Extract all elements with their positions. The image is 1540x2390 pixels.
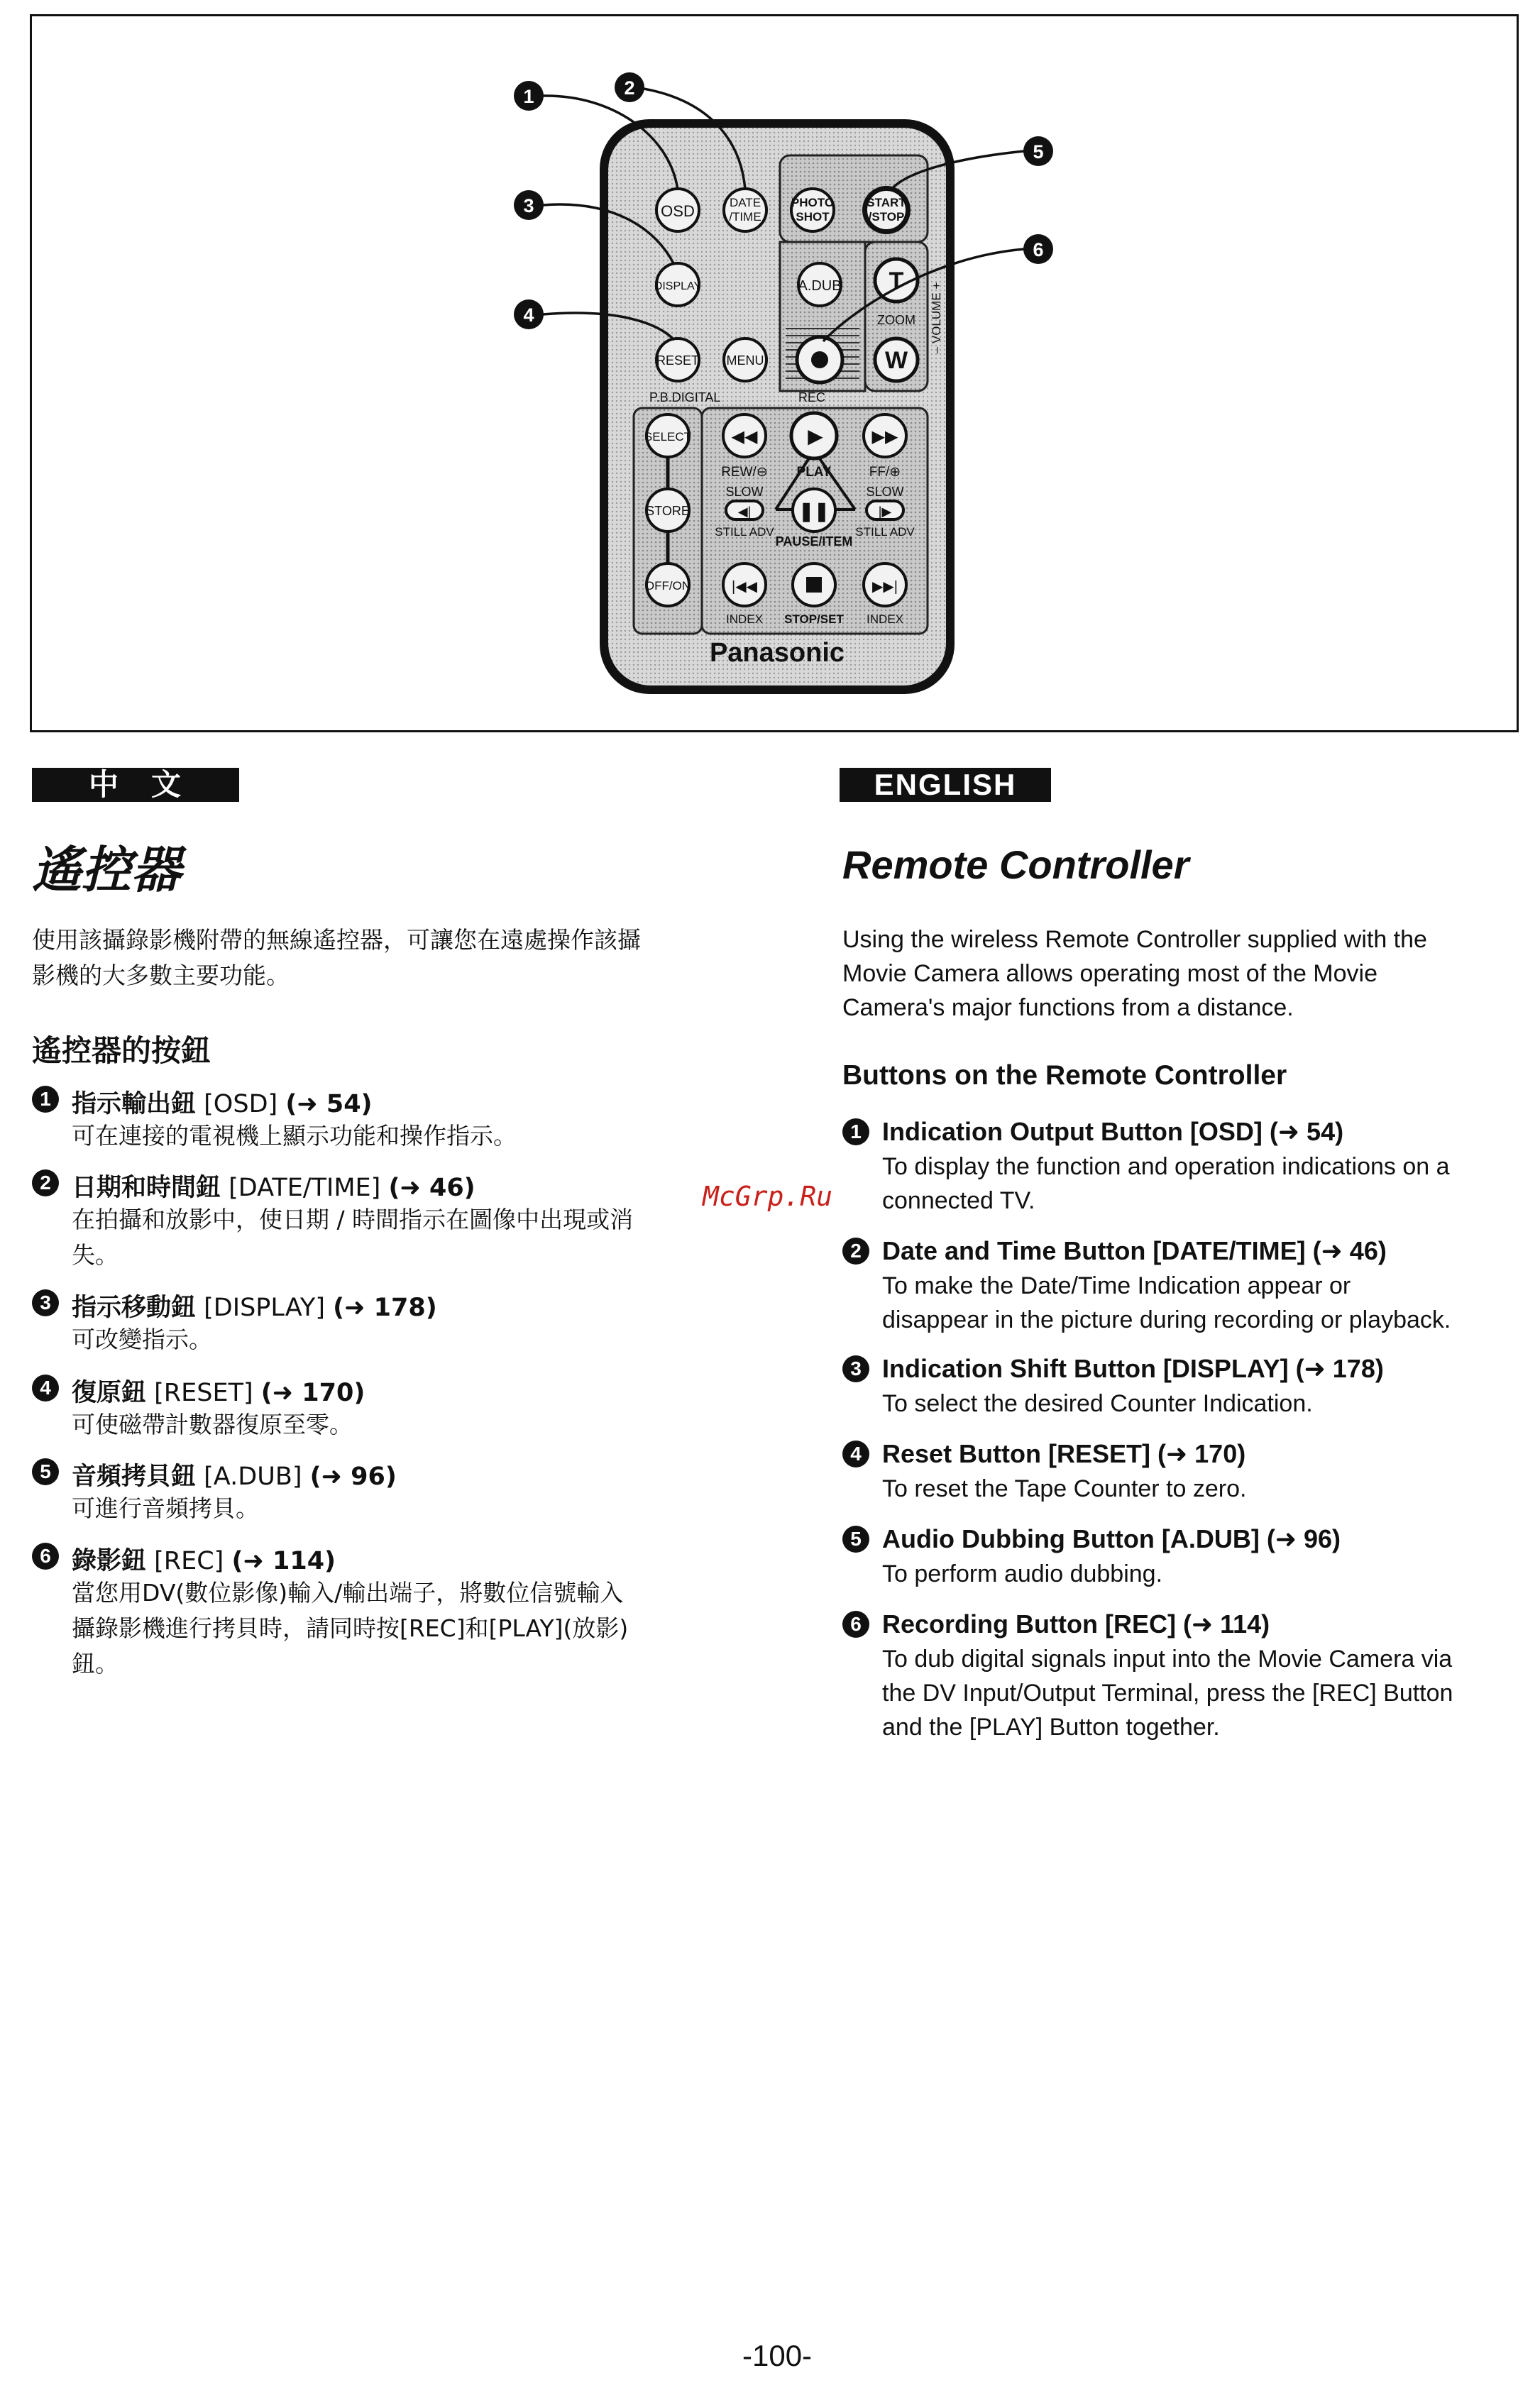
zh-item-desc-line: 可在連接的電視機上顯示功能和操作指示。 — [72, 1122, 517, 1150]
zh-item-desc-line: 當您用DV(數位影像)輸入/輸出端子，將數位信號輸入 — [72, 1579, 624, 1607]
svg-text:W: W — [884, 347, 908, 374]
slow-left-button — [726, 501, 763, 519]
zh-item-code: [RESET] — [154, 1379, 253, 1407]
en-item-head: Indication Shift Button [DISPLAY] (➜ 178) — [882, 1354, 1384, 1383]
svg-text:T: T — [889, 268, 904, 294]
number-badge: 6 — [842, 1611, 869, 1638]
zh-item-ref: (➜ 96) — [309, 1463, 397, 1491]
reset-button — [656, 338, 699, 381]
rew-button — [723, 414, 766, 457]
offon-button — [645, 563, 691, 606]
select-button — [644, 414, 691, 457]
svg-text:|◀◀: |◀◀ — [732, 579, 757, 595]
zh-item-ref: (➜ 46) — [388, 1174, 475, 1202]
en-item-desc-line: disappear in the picture during recording or playback. — [882, 1306, 1451, 1333]
slow-right-label: SLOW — [866, 485, 904, 499]
number-badge: 2 — [32, 1169, 59, 1196]
callout-4 — [514, 299, 544, 329]
svg-text:A.DUB: A.DUB — [798, 278, 842, 294]
callout-1 — [514, 81, 544, 111]
en-item-desc-line: To make the Date/Time Indication appear or — [882, 1272, 1351, 1299]
en-intro-line-1: Using the wireless Remote Controller supplied with the — [842, 926, 1427, 953]
figure-frame — [30, 14, 1519, 732]
display-button — [654, 263, 702, 306]
zh-item-desc-line: 可改變指示。 — [72, 1326, 212, 1353]
zoom-label: ZOOM — [877, 313, 915, 327]
en-item-head: Indication Output Button [OSD] (➜ 54) — [882, 1117, 1344, 1146]
zh-title: 遙控器 — [32, 840, 181, 899]
zoom-w-button — [875, 338, 918, 381]
en-item-desc-line: and the [PLAY] Button together. — [882, 1714, 1220, 1741]
rec-label: REC — [798, 390, 826, 404]
svg-text:6: 6 — [1033, 239, 1044, 260]
svg-text:SHOT: SHOT — [796, 210, 830, 224]
zh-item-ref: (➜ 178) — [333, 1294, 437, 1322]
svg-text:▶▶|: ▶▶| — [872, 579, 898, 595]
en-item-desc-line: To dub digital signals input into the Movie Camera via — [882, 1646, 1453, 1673]
number-badge: 3 — [842, 1355, 869, 1382]
en-intro-line-2: Movie Camera allows operating most of the Movie — [842, 960, 1377, 987]
en-item-desc-line: To select the desired Counter Indication. — [882, 1390, 1313, 1417]
svg-text:3: 3 — [523, 195, 534, 216]
number-badge: 6 — [32, 1543, 59, 1570]
zh-item-name: 日期和時間鈕 — [72, 1174, 221, 1202]
svg-text:OSD: OSD — [661, 202, 695, 220]
zh-item-head — [72, 1168, 475, 1204]
zh-item-desc-line: 可進行音頻拷貝。 — [72, 1494, 259, 1522]
zh-item-head — [72, 1541, 336, 1577]
index-left-button — [723, 563, 766, 606]
svg-text:◀|: ◀| — [737, 505, 752, 519]
volume-label: – VOLUME + — [930, 282, 943, 354]
date-time-button — [724, 189, 766, 231]
en-item-head: Audio Dubbing Button [A.DUB] (➜ 96) — [882, 1524, 1341, 1553]
page-number: -100- — [742, 2339, 813, 2372]
svg-text:5: 5 — [1033, 141, 1044, 163]
svg-text:4: 4 — [523, 304, 534, 326]
still-right-label: STILL ADV — [855, 525, 915, 539]
zh-item-head — [72, 1457, 397, 1492]
index-right-label: INDEX — [867, 612, 903, 626]
zh-item-desc-line: 在拍攝和放影中，使日期 / 時間指示在圖像中出現或消 — [72, 1206, 634, 1233]
zh-item-head — [72, 1288, 437, 1323]
en-item-desc-line: To reset the Tape Counter to zero. — [882, 1475, 1247, 1502]
en-item-head: Date and Time Button [DATE/TIME] (➜ 46) — [882, 1236, 1387, 1265]
zh-language-tag: 中 文 — [32, 768, 239, 802]
slow-right-button — [867, 501, 903, 519]
svg-text:MENU: MENU — [726, 353, 764, 368]
zh-item-desc-line: 攝錄影機進行拷貝時，請同時按[REC]和[PLAY](放影) — [72, 1614, 629, 1642]
number-badge: 2 — [842, 1238, 869, 1265]
rew-label: REW/⊖ — [721, 465, 768, 480]
zh-item-desc-line: 鈕。 — [72, 1650, 119, 1678]
remote-controller-illustration — [32, 16, 1517, 730]
zh-item-ref: (➜ 170) — [260, 1379, 365, 1407]
svg-text:DISPLAY: DISPLAY — [654, 280, 702, 292]
zh-item-head — [72, 1084, 373, 1120]
svg-text:❚❚: ❚❚ — [798, 500, 830, 522]
number-badge: 5 — [32, 1458, 59, 1485]
en-item-head: Reset Button [RESET] (➜ 170) — [882, 1439, 1246, 1468]
ff-label: FF/⊕ — [869, 465, 901, 480]
photo-shot-button — [791, 189, 834, 231]
brand-logo: Panasonic — [709, 638, 845, 668]
stop-button — [793, 563, 835, 606]
svg-text:START: START — [867, 196, 906, 209]
slow-left-label: SLOW — [725, 485, 764, 499]
en-intro-line-3: Camera's major functions from a distance. — [842, 994, 1294, 1021]
zh-item-head — [72, 1373, 365, 1409]
zh-item-code: [REC] — [154, 1547, 224, 1575]
pause-button — [793, 489, 835, 532]
osd-button — [656, 189, 699, 231]
ff-button — [864, 414, 906, 457]
start-stop-button — [862, 186, 911, 234]
zh-item-ref: (➜ 54) — [285, 1090, 373, 1118]
zh-item-desc-line: 可使磁帶計數器復原至零。 — [72, 1411, 353, 1438]
svg-text:STORE: STORE — [646, 504, 690, 518]
store-button — [646, 489, 690, 532]
svg-text:2: 2 — [624, 77, 635, 99]
zh-item-name: 指示輸出鈕 — [72, 1090, 197, 1118]
svg-text:▶▶: ▶▶ — [871, 427, 898, 446]
zh-item-desc-line: 失。 — [72, 1241, 119, 1269]
number-badge: 3 — [32, 1289, 59, 1316]
zh-item-name: 指示移動鈕 — [72, 1294, 197, 1322]
svg-text:SELECT: SELECT — [644, 430, 692, 444]
callout-5 — [1023, 136, 1053, 166]
number-badge: 5 — [842, 1526, 869, 1553]
zh-item-code: [DISPLAY] — [204, 1294, 325, 1322]
svg-text:DATE: DATE — [729, 196, 761, 209]
index-right-button — [864, 563, 906, 606]
zh-item-code: [DATE/TIME] — [229, 1174, 381, 1202]
en-title: Remote Controller — [842, 842, 1189, 887]
number-badge: 4 — [842, 1441, 869, 1467]
en-item-desc-line: To display the function and operation indications on a — [882, 1153, 1450, 1180]
zh-item-ref: (➜ 114) — [231, 1547, 336, 1575]
number-badge: 1 — [842, 1118, 869, 1145]
rec-button — [797, 337, 842, 382]
en-language-tag: ENGLISH — [840, 768, 1051, 802]
svg-text:RESET: RESET — [656, 353, 700, 368]
en-item-desc-line: connected TV. — [882, 1187, 1035, 1214]
number-badge: 1 — [32, 1086, 59, 1113]
en-subheading: Buttons on the Remote Controller — [842, 1060, 1287, 1091]
adub-button — [798, 263, 841, 306]
number-badge: 4 — [32, 1375, 59, 1401]
index-left-label: INDEX — [726, 612, 763, 626]
zh-item-code: [A.DUB] — [204, 1463, 302, 1491]
pause-label: PAUSE/ITEM — [775, 534, 853, 549]
zh-subheading: 遙控器的按鈕 — [32, 1033, 211, 1068]
zh-intro-line-2: 影機的大多數主要功能。 — [32, 962, 290, 989]
svg-text:/TIME: /TIME — [729, 210, 761, 224]
zh-item-code: [OSD] — [204, 1090, 278, 1118]
en-item-head: Recording Button [REC] (➜ 114) — [882, 1609, 1270, 1639]
callout-6 — [1023, 234, 1053, 264]
callout-2 — [615, 72, 644, 102]
en-item-desc-line: the DV Input/Output Terminal, press the [REC] Button — [882, 1680, 1453, 1707]
play-label: PLAY — [796, 465, 832, 480]
svg-text:|▶: |▶ — [878, 505, 892, 519]
svg-text:/STOP: /STOP — [868, 210, 905, 224]
play-button — [791, 413, 837, 458]
en-item-desc-line: To perform audio dubbing. — [882, 1560, 1163, 1587]
zh-item-name: 音頻拷貝鈕 — [72, 1463, 197, 1491]
zh-intro-line-1: 使用該攝錄影機附帶的無線遙控器，可讓您在遠處操作該攝 — [32, 926, 641, 954]
svg-text:OFF/ON: OFF/ON — [644, 579, 691, 593]
svg-text:▶: ▶ — [808, 425, 823, 447]
svg-text:1: 1 — [523, 86, 534, 107]
zh-item-name: 復原鈕 — [72, 1379, 147, 1407]
callout-3 — [514, 190, 544, 220]
svg-text:PHOTO: PHOTO — [791, 196, 835, 209]
zh-item-name: 錄影鈕 — [72, 1547, 147, 1575]
stopset-label: STOP/SET — [784, 612, 844, 626]
watermark: McGrp.Ru — [703, 1181, 833, 1212]
still-left-label: STILL ADV — [715, 525, 774, 539]
menu-button — [724, 338, 766, 381]
svg-text:◀◀: ◀◀ — [731, 427, 758, 446]
pb-digital-label: P.B.DIGITAL — [649, 390, 721, 404]
